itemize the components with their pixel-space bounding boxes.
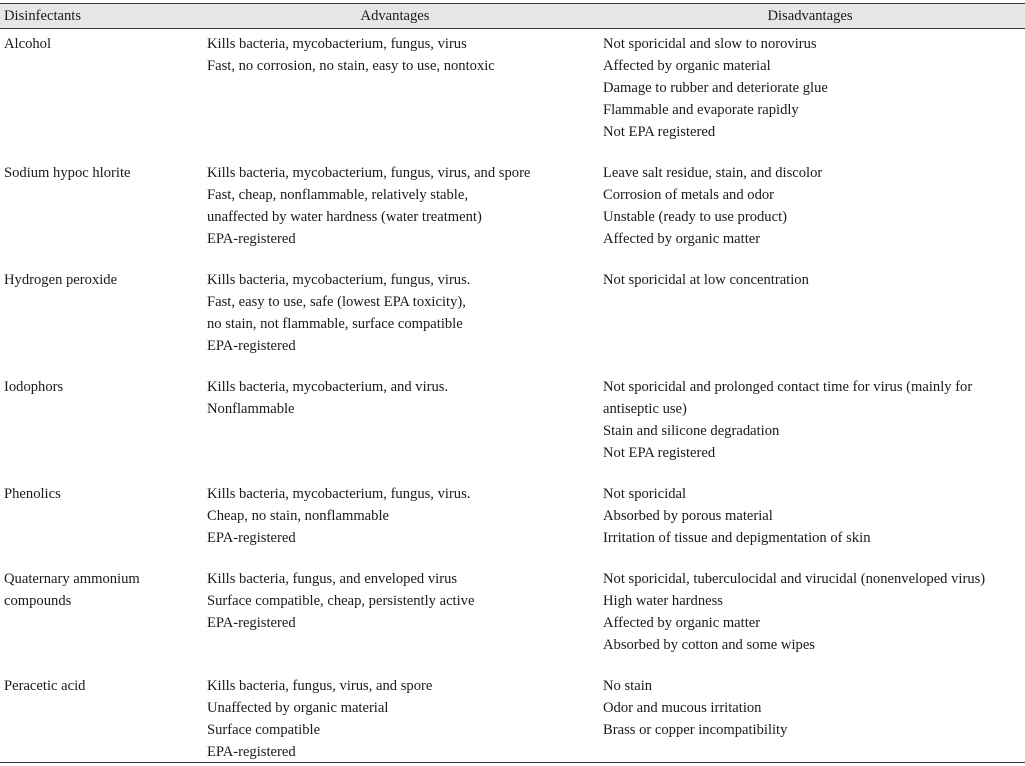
disinfectant-name-line: Quaternary ammonium	[4, 571, 140, 587]
disadvantages-cell	[603, 675, 787, 741]
disinfectant-name	[4, 675, 85, 697]
disadvantages-cell-line: Not sporicidal, tuberculocidal and virucidal (nonenveloped virus)	[603, 571, 986, 587]
advantages-cell-line: Surface compatible, cheap, persistently active	[207, 593, 475, 609]
disadvantages-cell-line: No stain	[603, 678, 653, 694]
advantages-cell-line: EPA-registered	[207, 530, 296, 546]
disadvantages-cell	[603, 269, 809, 291]
disinfectant-name-line: Phenolics	[4, 486, 61, 502]
disadvantages-cell	[603, 162, 822, 250]
advantages-cell-line: Nonflammable	[207, 401, 295, 417]
advantages-cell-line: Fast, easy to use, safe (lowest EPA toxicity),	[207, 294, 466, 310]
disinfectant-name	[4, 483, 61, 505]
header-disadvantages: Disadvantages	[767, 8, 853, 24]
disadvantages-cell-line: Affected by organic matter	[603, 615, 761, 631]
disinfectant-name	[4, 162, 130, 184]
disadvantages-cell-line: Affected by organic matter	[603, 231, 761, 247]
disadvantages-cell-line: Not sporicidal	[603, 486, 687, 502]
advantages-cell-line: unaffected by water hardness (water treatment)	[207, 209, 482, 225]
disinfectant-name	[4, 269, 117, 291]
advantages-cell	[207, 269, 470, 357]
advantages-cell-line: EPA-registered	[207, 615, 296, 631]
advantages-cell-line: Kills bacteria, mycobacterium, and virus.	[207, 379, 449, 395]
advantages-cell-line: Kills bacteria, fungus, and enveloped virus	[207, 571, 458, 587]
header-advantages: Advantages	[360, 8, 430, 24]
disinfectant-name	[4, 33, 51, 55]
disadvantages-cell-line: Affected by organic material	[603, 58, 771, 74]
disadvantages-cell-line: Not EPA registered	[603, 445, 716, 461]
advantages-cell	[207, 568, 474, 634]
advantages-cell-line: Kills bacteria, mycobacterium, fungus, virus	[207, 36, 467, 52]
advantages-cell-line: EPA-registered	[207, 744, 296, 760]
disadvantages-cell-line: Not sporicidal and slow to norovirus	[603, 36, 817, 52]
disadvantages-cell	[603, 376, 972, 464]
advantages-cell-line: Fast, no corrosion, no stain, easy to use, nontoxic	[207, 58, 495, 74]
disadvantages-cell-line: Damage to rubber and deteriorate glue	[603, 80, 828, 96]
advantages-cell-line: Kills bacteria, fungus, virus, and spore	[207, 678, 433, 694]
disinfectant-name	[4, 568, 140, 612]
disadvantages-cell	[603, 483, 871, 549]
advantages-cell-line: EPA-registered	[207, 231, 296, 247]
disinfectant-name-line: Hydrogen peroxide	[4, 272, 118, 288]
disadvantages-cell-line: Absorbed by porous material	[603, 508, 773, 524]
disadvantages-cell-line: Irritation of tissue and depigmentation of skin	[603, 530, 871, 546]
disadvantages-cell	[603, 33, 828, 143]
advantages-cell	[207, 162, 530, 250]
disadvantages-cell-line: High water hardness	[603, 593, 723, 609]
disadvantages-cell-line: Absorbed by cotton and some wipes	[603, 637, 815, 653]
disadvantages-cell-line: Unstable (ready to use product)	[603, 209, 787, 225]
disinfectant-name-line: Alcohol	[4, 36, 52, 52]
advantages-cell-line: Surface compatible	[207, 722, 321, 738]
advantages-cell-line: EPA-registered	[207, 338, 296, 354]
advantages-cell-line: Fast, cheap, nonflammable, relatively stable,	[207, 187, 468, 203]
disadvantages-cell-line: Brass or copper incompatibility	[603, 722, 788, 738]
disinfectant-name-line: compounds	[4, 593, 72, 609]
disadvantages-cell-line: Stain and silicone degradation	[603, 423, 780, 439]
disadvantages-cell-line: Corrosion of metals and odor	[603, 187, 775, 203]
advantages-cell-line: Kills bacteria, mycobacterium, fungus, virus.	[207, 272, 471, 288]
advantages-cell-line: Kills bacteria, mycobacterium, fungus, virus.	[207, 486, 471, 502]
disadvantages-cell-line: antiseptic use)	[603, 401, 687, 417]
disadvantages-cell-line: Not EPA registered	[603, 124, 716, 140]
advantages-cell	[207, 376, 448, 420]
disadvantages-cell-line: Leave salt residue, stain, and discolor	[603, 165, 823, 181]
advantages-cell-line: Cheap, no stain, nonflammable	[207, 508, 389, 524]
table-bottom-rule	[0, 762, 1025, 763]
disadvantages-cell-line: Not sporicidal at low concentration	[603, 272, 809, 288]
advantages-cell-line: Unaffected by organic material	[207, 700, 389, 716]
disinfectant-name-line: Iodophors	[4, 379, 64, 395]
disadvantages-cell-line: Not sporicidal and prolonged contact time for virus (mainly for	[603, 379, 973, 395]
table-header-row	[0, 3, 1025, 29]
disadvantages-cell	[603, 568, 985, 656]
advantages-cell	[207, 33, 495, 77]
disadvantages-cell-line: Odor and mucous irritation	[603, 700, 762, 716]
disinfectant-name-line: Peracetic acid	[4, 678, 86, 694]
advantages-cell	[207, 483, 470, 549]
advantages-cell-line: Kills bacteria, mycobacterium, fungus, virus, and spore	[207, 165, 531, 181]
disinfectant-name-line: Sodium hypoc hlorite	[4, 165, 131, 181]
advantages-cell	[207, 675, 432, 763]
disadvantages-cell-line: Flammable and evaporate rapidly	[603, 102, 799, 118]
disinfectant-name	[4, 376, 63, 398]
header-disinfectants: Disinfectants	[4, 8, 82, 24]
advantages-cell-line: no stain, not flammable, surface compatible	[207, 316, 463, 332]
